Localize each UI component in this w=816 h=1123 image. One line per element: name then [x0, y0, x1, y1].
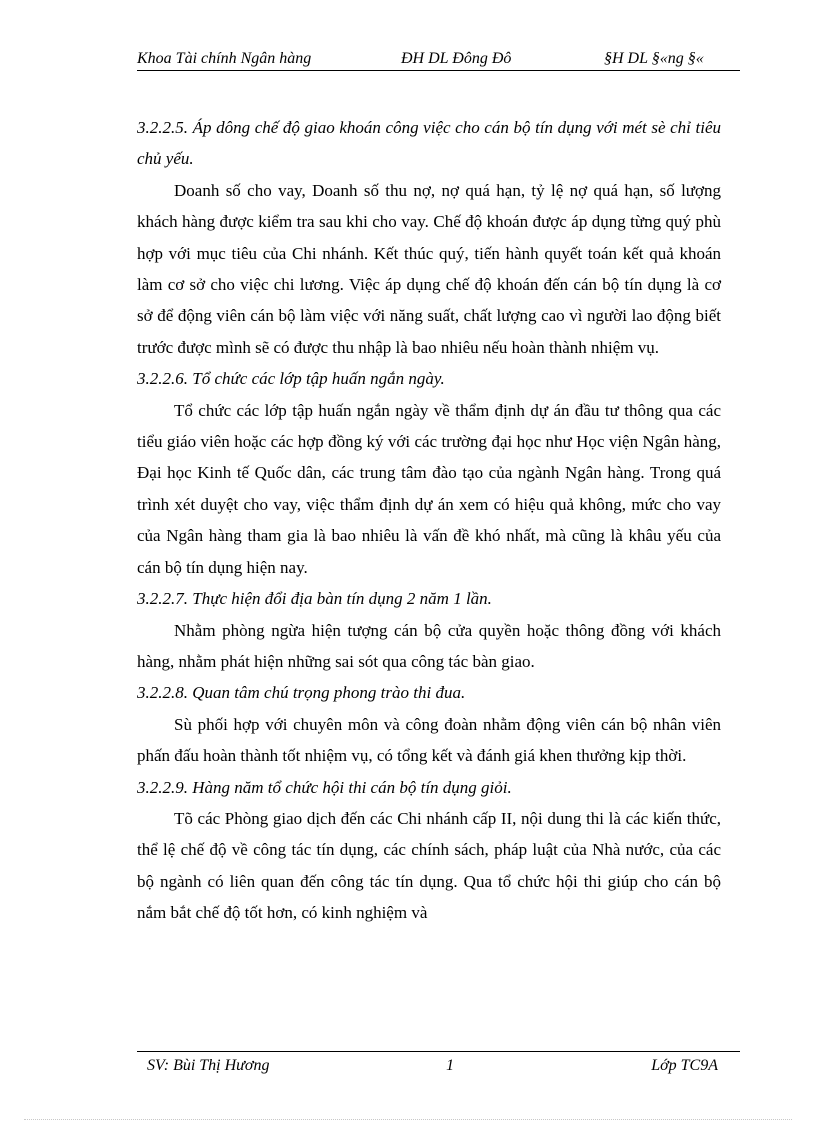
- paragraph: Nhằm phòng ngừa hiện tượng cán bộ cửa quyền hoặc thông đồng với khách hàng, nhằm phát hiện những sai sót qua công tác bàn giao.: [137, 620, 721, 671]
- section-heading-3-2-2-5: 3.2.2.5. Áp dông chế độ giao khoán công việc cho cán bộ tín dụng với mét sè chỉ tiêu chủ yếu.: [137, 118, 721, 169]
- paragraph: Sù phối hợp với chuyên môn và công đoàn nhằm động viên cán bộ nhân viên phấn đấu hoàn thành tốt nhiệm vụ, có tổng kết và đánh giá khen thưởng kịp thời.: [137, 714, 721, 766]
- footer-page-number: 1: [446, 1057, 454, 1074]
- footer-student: SV: Bùi Thị Hương: [147, 1057, 270, 1074]
- header-university: ĐH DL Đông Đô: [401, 50, 512, 67]
- section-heading-3-2-2-7: 3.2.2.7. Thực hiện đổi địa bàn tín dụng 2 năm 1 lần.: [137, 589, 492, 609]
- document-body: [137, 112, 721, 929]
- paragraph: Doanh số cho vay, Doanh số thu nợ, nợ quá hạn, tỷ lệ nợ quá hạn, số lượng khách hàng được kiểm tra sau khi cho vay. Chế độ khoán được áp dụng từng quý phù hợp với mục tiêu của Chi nhánh. Kết thúc quý, tiến hành quyết toán kết quả khoán làm cơ sở cho việc chi lương. Việc áp dụng chế độ khoán đến cán bộ tín dụng là cơ sở để động viên cán bộ làm việc với năng suất, chất lượng cao vì người lao động biết trước được mình sẽ có được thu nhập là bao nhiêu nếu hoàn thành nhiệm vụ.: [137, 180, 721, 357]
- section-heading-3-2-2-6: 3.2.2.6. Tổ chức các lớp tập huấn ngắn ngày.: [137, 369, 445, 389]
- paragraph: Tõ các Phòng giao dịch đến các Chi nhánh cấp II, nội dung thi là các kiến thức, thể lệ chế độ về công tác tín dụng, các chính sách, pháp luật của Nhà nước, của các bộ ngành có liên quan đến công tác tín dụng. Qua tổ chức hội thi giúp cho cán bộ nắm bắt chế độ tốt hơn, có kinh nghiệm và: [137, 808, 721, 923]
- header-faculty: Khoa Tài chính Ngân hàng: [137, 50, 312, 67]
- section-heading-3-2-2-9: 3.2.2.9. Hàng năm tổ chức hội thi cán bộ tín dụng giỏi.: [137, 777, 512, 797]
- footer-class: Lớp TC9A: [651, 1057, 718, 1074]
- section-heading-3-2-2-8: 3.2.2.8. Quan tâm chú trọng phong trào thi đua.: [137, 683, 466, 703]
- paragraph: Tổ chức các lớp tập huấn ngắn ngày về thẩm định dự án đầu tư thông qua các tiểu giáo viên hoặc các hợp đồng ký với các trường đại học như Học viện Ngân hàng, Đại học Kinh tế Quốc dân, các trung tâm đào tạo của ngành Ngân hàng. Trong quá trình xét duyệt cho vay, việc thẩm định dự án xem có hiệu quả không, mức cho vay của Ngân hàng tham gia là bao nhiêu là vấn đề khó nhất, mà cũng là khâu yếu của cán bộ tín dụng hiện nay.: [137, 400, 721, 577]
- page-footer: [137, 1051, 740, 1078]
- header-university-legacy-encoding: §H DL §«ng §«: [604, 50, 704, 67]
- page-header: [137, 50, 740, 71]
- page-edge-divider: [24, 1119, 792, 1120]
